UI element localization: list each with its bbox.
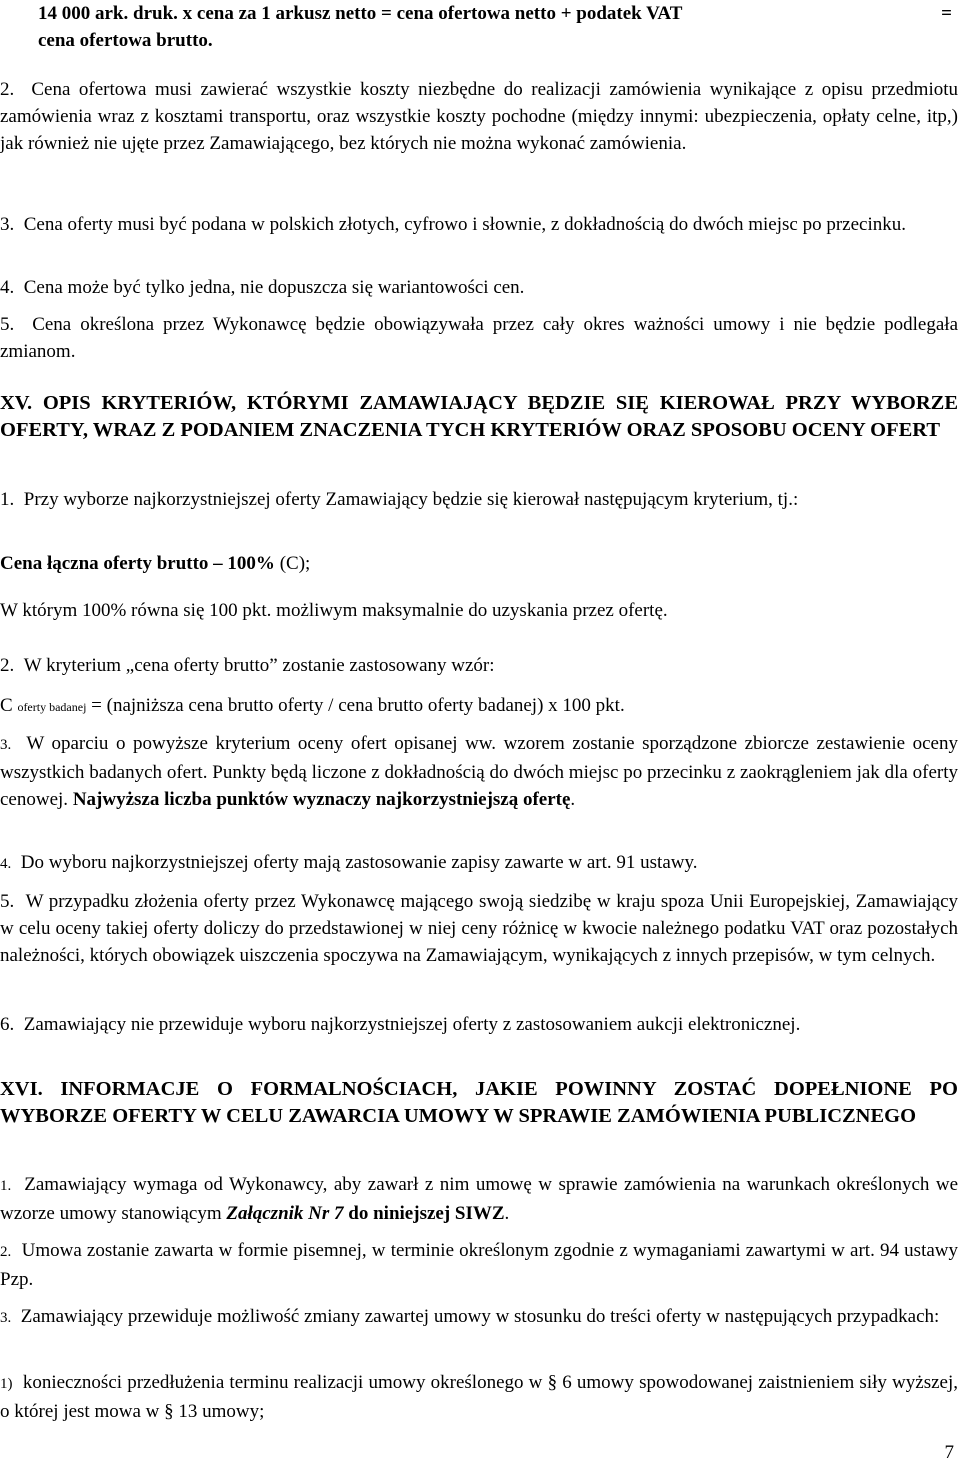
- formula-subscript: oferty badanej: [17, 700, 87, 714]
- xv-item-5: 5. W przypadku złożenia oferty przez Wykonawcę mającego swoją siedzibę w kraju spoza Unii Europejskiej, Zamawiający w celu oceny takiej oferty doliczy do przedstawionej w niej ceny różnicę w kwocie należnego podatku VAT oraz pozostałych należności, których obowiązek uiszczenia spoczywa na Zamawiającym, wynikających z innych przepisów, w tym celnych.: [0, 891, 959, 966]
- criterion-line: [0, 550, 958, 577]
- score-formula: C oferty badanej = (najniższa cena brutto oferty / cena brutto oferty badanej) x 100 pkt.: [0, 695, 625, 716]
- points-line: W którym 100% równa się 100 pkt. możliwym maksymalnie do uzyskania przez ofertę.: [0, 600, 668, 621]
- xvi-item-2: 2. Umowa zostanie zawarta w formie pisemnej, w terminie określonym zgodnie z wymaganiami zawartymi w art. 94 ustawy Pzp.: [0, 1240, 958, 1290]
- xvi-item-3: 3. Zamawiający przewiduje możliwość zmiany zawartej umowy w stosunku do treści oferty w następujących przypadkach:: [0, 1306, 940, 1327]
- price-formula-text: 14 000 ark. druk. x cena za 1 arkusz netto = cena ofertowa netto + podatek VAT: [38, 3, 683, 24]
- section-xvi-heading: XVI. INFORMACJE O FORMALNOŚCIACH, JAKIE POWINNY ZOSTAĆ DOPEŁNIONE PO WYBORZE OFERTY W CELU ZAWARCIA UMOWY W SPRAWIE ZAMÓWIENIA PUBLICZNEGO: [0, 1078, 958, 1127]
- xv-item-2: 2. W kryterium „cena oferty brutto” zostanie zastosowany wzór:: [0, 655, 495, 676]
- xv-item-3: 3. W oparciu o powyższe kryterium oceny ofert opisanej ww. wzorem zostanie sporządzone zbiorcze zestawienie oceny wszystkich badanych ofert. Punkty będą liczone z dokładnością do dwóch miejsc po przecinku z zaokrągleniem jak dla oferty cenowej. Najwyższa liczba punktów wyznaczy najkorzystniejszą ofertę.: [0, 733, 958, 810]
- highest-points-bold: Najwyższa liczba punktów wyznaczy najkorzystniejszą ofertę: [72, 789, 571, 810]
- price-formula-result: cena ofertowa brutto.: [38, 30, 213, 51]
- item-4-single-price: 4. Cena może być tylko jedna, nie dopuszcza się wariantowości cen.: [0, 277, 525, 298]
- xv-item-4: 4. Do wyboru najkorzystniejszej oferty mają zastosowanie zapisy zawarte w art. 91 ustawy.: [0, 852, 698, 873]
- page-number: 7: [944, 1442, 954, 1463]
- xv-item-1: 1. Przy wyborze najkorzystniejszej oferty Zamawiający będzie się kierował następującym kryterium, tj.:: [0, 489, 799, 510]
- item-3-currency: 3. Cena oferty musi być podana w polskich złotych, cyfrowo i słownie, z dokładnością do dwóch miejsc po przecinku.: [0, 214, 906, 235]
- section-xv-heading: XV. OPIS KRYTERIÓW, KTÓRYMI ZAMAWIAJĄCY BĘDZIE SIĘ KIEROWAŁ PRZY WYBORZE OFERTY, WRAZ Z PODANIEM ZNACZENIA TYCH KRYTERIÓW ORAZ SPOSOBU OCENY OFERT: [0, 392, 958, 441]
- criterion-bold: Cena łączna oferty brutto – 100%: [0, 553, 275, 574]
- item-5-price-validity: 5. Cena określona przez Wykonawcę będzie obowiązywała przez cały okres ważności umowy i nie będzie podlegała zmianom.: [0, 314, 959, 362]
- xvi-item-1: 1. Zamawiający wymaga od Wykonawcy, aby zawarł z nim umowę w sprawie zamówienia na warunkach określonych we wzorze umowy stanowiącym Załącznik Nr 7 do niniejszej SIWZ.: [0, 1174, 959, 1224]
- xv-item-6: 6. Zamawiający nie przewiduje wyboru najkorzystniejszej oferty z zastosowaniem aukcji elektronicznej.: [0, 1014, 801, 1035]
- item-2-cost-scope: 2. Cena ofertowa musi zawierać wszystkie koszty niezbędne do realizacji zamówienia wynikające z opisu przedmiotu zamówienia wraz z kosztami transportu, oraz wszystkie koszty pochodne (między innymi: ubezpieczenia, opłaty celne, itp,) jak również nie ujęte przez Zamawiającego, bez których nie można wykonać zamówienia.: [0, 79, 958, 154]
- xvi-item-3-1: 1) konieczności przedłużenia terminu realizacji umowy określonego w § 6 umowy spowodowanej zaistnieniem siły wyższej, o której jest mowa w § 13 umowy;: [0, 1372, 958, 1422]
- price-formula-line: [0, 0, 958, 54]
- criterion-suffix: (C);: [274, 553, 311, 574]
- siwz-ref: do niniejszej SIWZ: [343, 1203, 505, 1224]
- equals-sign: =: [941, 3, 952, 24]
- attachment-ref: Załącznik Nr 7: [226, 1203, 344, 1224]
